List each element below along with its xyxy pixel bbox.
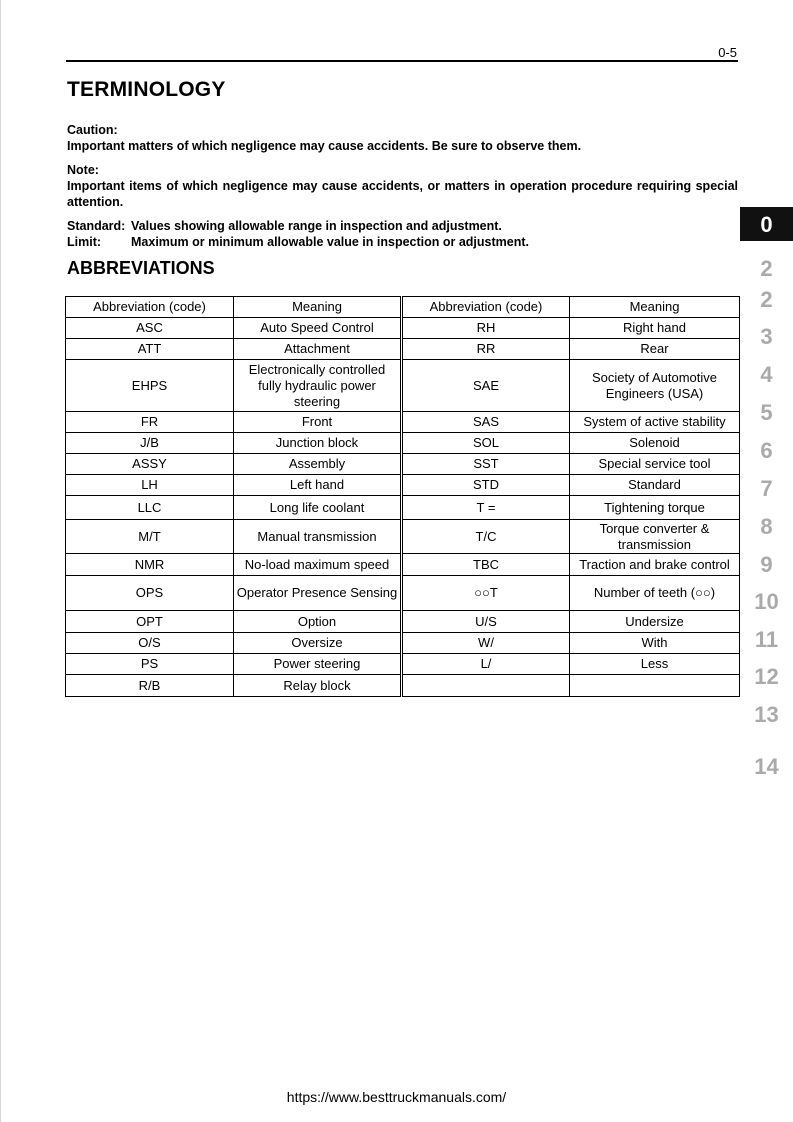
table-row bbox=[66, 633, 740, 654]
table-row bbox=[66, 360, 740, 412]
abbr-code-cell: W/ bbox=[402, 633, 570, 654]
meaning-cell: Long life coolant bbox=[234, 496, 402, 520]
abbr-code-cell: LH bbox=[66, 475, 234, 496]
abbr-code-cell: FR bbox=[66, 412, 234, 433]
meaning-cell bbox=[570, 675, 740, 697]
caution-label: Caution: bbox=[67, 123, 118, 137]
standard-text: Values showing allowable range in inspection and adjustment. bbox=[131, 219, 502, 233]
section-tab-9[interactable]: 9 bbox=[760, 552, 773, 577]
section-tab-8[interactable]: 8 bbox=[760, 514, 773, 539]
meaning-cell: Relay block bbox=[234, 675, 402, 697]
section-tab-3[interactable]: 3 bbox=[760, 324, 773, 349]
abbr-code-cell bbox=[402, 675, 570, 697]
meaning-cell: Electronically controlled fully hydraulic power steering bbox=[234, 360, 402, 412]
table-header-abbreviation: Abbreviation (code) bbox=[402, 297, 570, 318]
abbr-code-cell: EHPS bbox=[66, 360, 234, 412]
section-tab-4[interactable]: 4 bbox=[760, 362, 773, 387]
meaning-cell: Power steering bbox=[234, 654, 402, 675]
abbr-code-cell: ASSY bbox=[66, 454, 234, 475]
section-tab-12[interactable]: 12 bbox=[754, 664, 779, 689]
meaning-cell: Manual transmission bbox=[234, 520, 402, 554]
abbr-code-cell: TBC bbox=[402, 554, 570, 576]
section-tab-7[interactable]: 7 bbox=[760, 476, 773, 501]
abbr-code-cell: LLC bbox=[66, 496, 234, 520]
meaning-cell: Auto Speed Control bbox=[234, 318, 402, 339]
page-edge bbox=[0, 0, 1, 1122]
table-header-abbreviation: Abbreviation (code) bbox=[66, 297, 234, 318]
section-tab-10[interactable]: 10 bbox=[754, 589, 779, 614]
table-row bbox=[66, 475, 740, 496]
meaning-cell: System of active stability bbox=[570, 412, 740, 433]
table-header-row bbox=[66, 297, 740, 318]
caution-text: Important matters of which negligence may cause accidents. Be sure to observe them. bbox=[67, 139, 582, 153]
meaning-cell: Front bbox=[234, 412, 402, 433]
section-tab-14[interactable]: 14 bbox=[754, 754, 779, 779]
meaning-cell: Tightening torque bbox=[570, 496, 740, 520]
section-tab-2[interactable]: 2 bbox=[760, 256, 773, 281]
terminology-heading: TERMINOLOGY bbox=[67, 78, 226, 101]
abbr-code-cell: RR bbox=[402, 339, 570, 360]
standard-row bbox=[67, 218, 738, 234]
meaning-cell: Solenoid bbox=[570, 433, 740, 454]
abbr-code-cell: ○○T bbox=[402, 576, 570, 611]
caution-block bbox=[67, 122, 738, 154]
meaning-cell: Operator Presence Sensing bbox=[234, 576, 402, 611]
meaning-cell: Right hand bbox=[570, 318, 740, 339]
abbreviations-heading: ABBREVIATIONS bbox=[67, 258, 215, 278]
meaning-cell: Oversize bbox=[234, 633, 402, 654]
abbr-code-cell: SOL bbox=[402, 433, 570, 454]
meaning-cell: Attachment bbox=[234, 339, 402, 360]
limit-row bbox=[67, 234, 738, 250]
abbr-code-cell: M/T bbox=[66, 520, 234, 554]
limit-text: Maximum or minimum allowable value in inspection or adjustment. bbox=[131, 235, 529, 249]
note-text: Important items of which negligence may cause accidents, or matters in operation procedure requiring special attention. bbox=[67, 179, 738, 209]
abbr-code-cell: SAE bbox=[402, 360, 570, 412]
table-row bbox=[66, 611, 740, 633]
table-row bbox=[66, 339, 740, 360]
table-header-meaning: Meaning bbox=[234, 297, 402, 318]
table-row bbox=[66, 654, 740, 675]
note-block bbox=[67, 162, 738, 210]
page-number: 0-5 bbox=[718, 45, 737, 60]
header-rule bbox=[66, 60, 738, 62]
section-tab-13[interactable]: 13 bbox=[754, 702, 779, 727]
abbr-code-cell: PS bbox=[66, 654, 234, 675]
meaning-cell: Torque converter & transmission bbox=[570, 520, 740, 554]
meaning-cell: Assembly bbox=[234, 454, 402, 475]
table-row bbox=[66, 318, 740, 339]
abbr-code-cell: OPT bbox=[66, 611, 234, 633]
abbr-code-cell: ATT bbox=[66, 339, 234, 360]
meaning-cell: Junction block bbox=[234, 433, 402, 454]
meaning-cell: Number of teeth (○○) bbox=[570, 576, 740, 611]
abbr-code-cell: RH bbox=[402, 318, 570, 339]
table-row bbox=[66, 412, 740, 433]
standard-label: Standard: bbox=[67, 219, 126, 233]
footer-url: https://www.besttruckmanuals.com/ bbox=[286, 1089, 507, 1105]
meaning-cell: Standard bbox=[570, 475, 740, 496]
abbr-code-cell: SST bbox=[402, 454, 570, 475]
meaning-cell: With bbox=[570, 633, 740, 654]
note-label: Note: bbox=[67, 163, 99, 177]
abbr-code-cell: NMR bbox=[66, 554, 234, 576]
meaning-cell: Undersize bbox=[570, 611, 740, 633]
section-tab-0[interactable]: 0 bbox=[740, 207, 793, 241]
abbr-code-cell: ASC bbox=[66, 318, 234, 339]
abbr-code-cell: OPS bbox=[66, 576, 234, 611]
section-tab-5[interactable]: 5 bbox=[760, 400, 773, 425]
meaning-cell: Special service tool bbox=[570, 454, 740, 475]
abbr-code-cell: SAS bbox=[402, 412, 570, 433]
meaning-cell: Less bbox=[570, 654, 740, 675]
definitions-block bbox=[67, 218, 738, 250]
meaning-cell: Rear bbox=[570, 339, 740, 360]
abbreviations-table-body bbox=[66, 297, 740, 697]
section-tab-11[interactable]: 11 bbox=[754, 627, 779, 652]
abbr-code-cell: O/S bbox=[66, 633, 234, 654]
meaning-cell: Society of Automotive Engineers (USA) bbox=[570, 360, 740, 412]
table-row bbox=[66, 554, 740, 576]
section-tab-6[interactable]: 6 bbox=[760, 438, 773, 463]
abbr-code-cell: T/C bbox=[402, 520, 570, 554]
section-tab-2[interactable]: 2 bbox=[760, 287, 773, 312]
meaning-cell: Option bbox=[234, 611, 402, 633]
abbreviations-table bbox=[65, 296, 740, 697]
table-row bbox=[66, 496, 740, 520]
limit-label: Limit: bbox=[67, 235, 102, 249]
table-row bbox=[66, 433, 740, 454]
abbr-code-cell: T = bbox=[402, 496, 570, 520]
abbr-code-cell: STD bbox=[402, 475, 570, 496]
abbr-code-cell: L/ bbox=[402, 654, 570, 675]
table-row bbox=[66, 576, 740, 611]
table-row bbox=[66, 675, 740, 697]
abbr-code-cell: U/S bbox=[402, 611, 570, 633]
meaning-cell: Traction and brake control bbox=[570, 554, 740, 576]
abbr-code-cell: R/B bbox=[66, 675, 234, 697]
table-row bbox=[66, 520, 740, 554]
meaning-cell: Left hand bbox=[234, 475, 402, 496]
meaning-cell: No-load maximum speed bbox=[234, 554, 402, 576]
table-row bbox=[66, 454, 740, 475]
table-header-meaning: Meaning bbox=[570, 297, 740, 318]
abbr-code-cell: J/B bbox=[66, 433, 234, 454]
